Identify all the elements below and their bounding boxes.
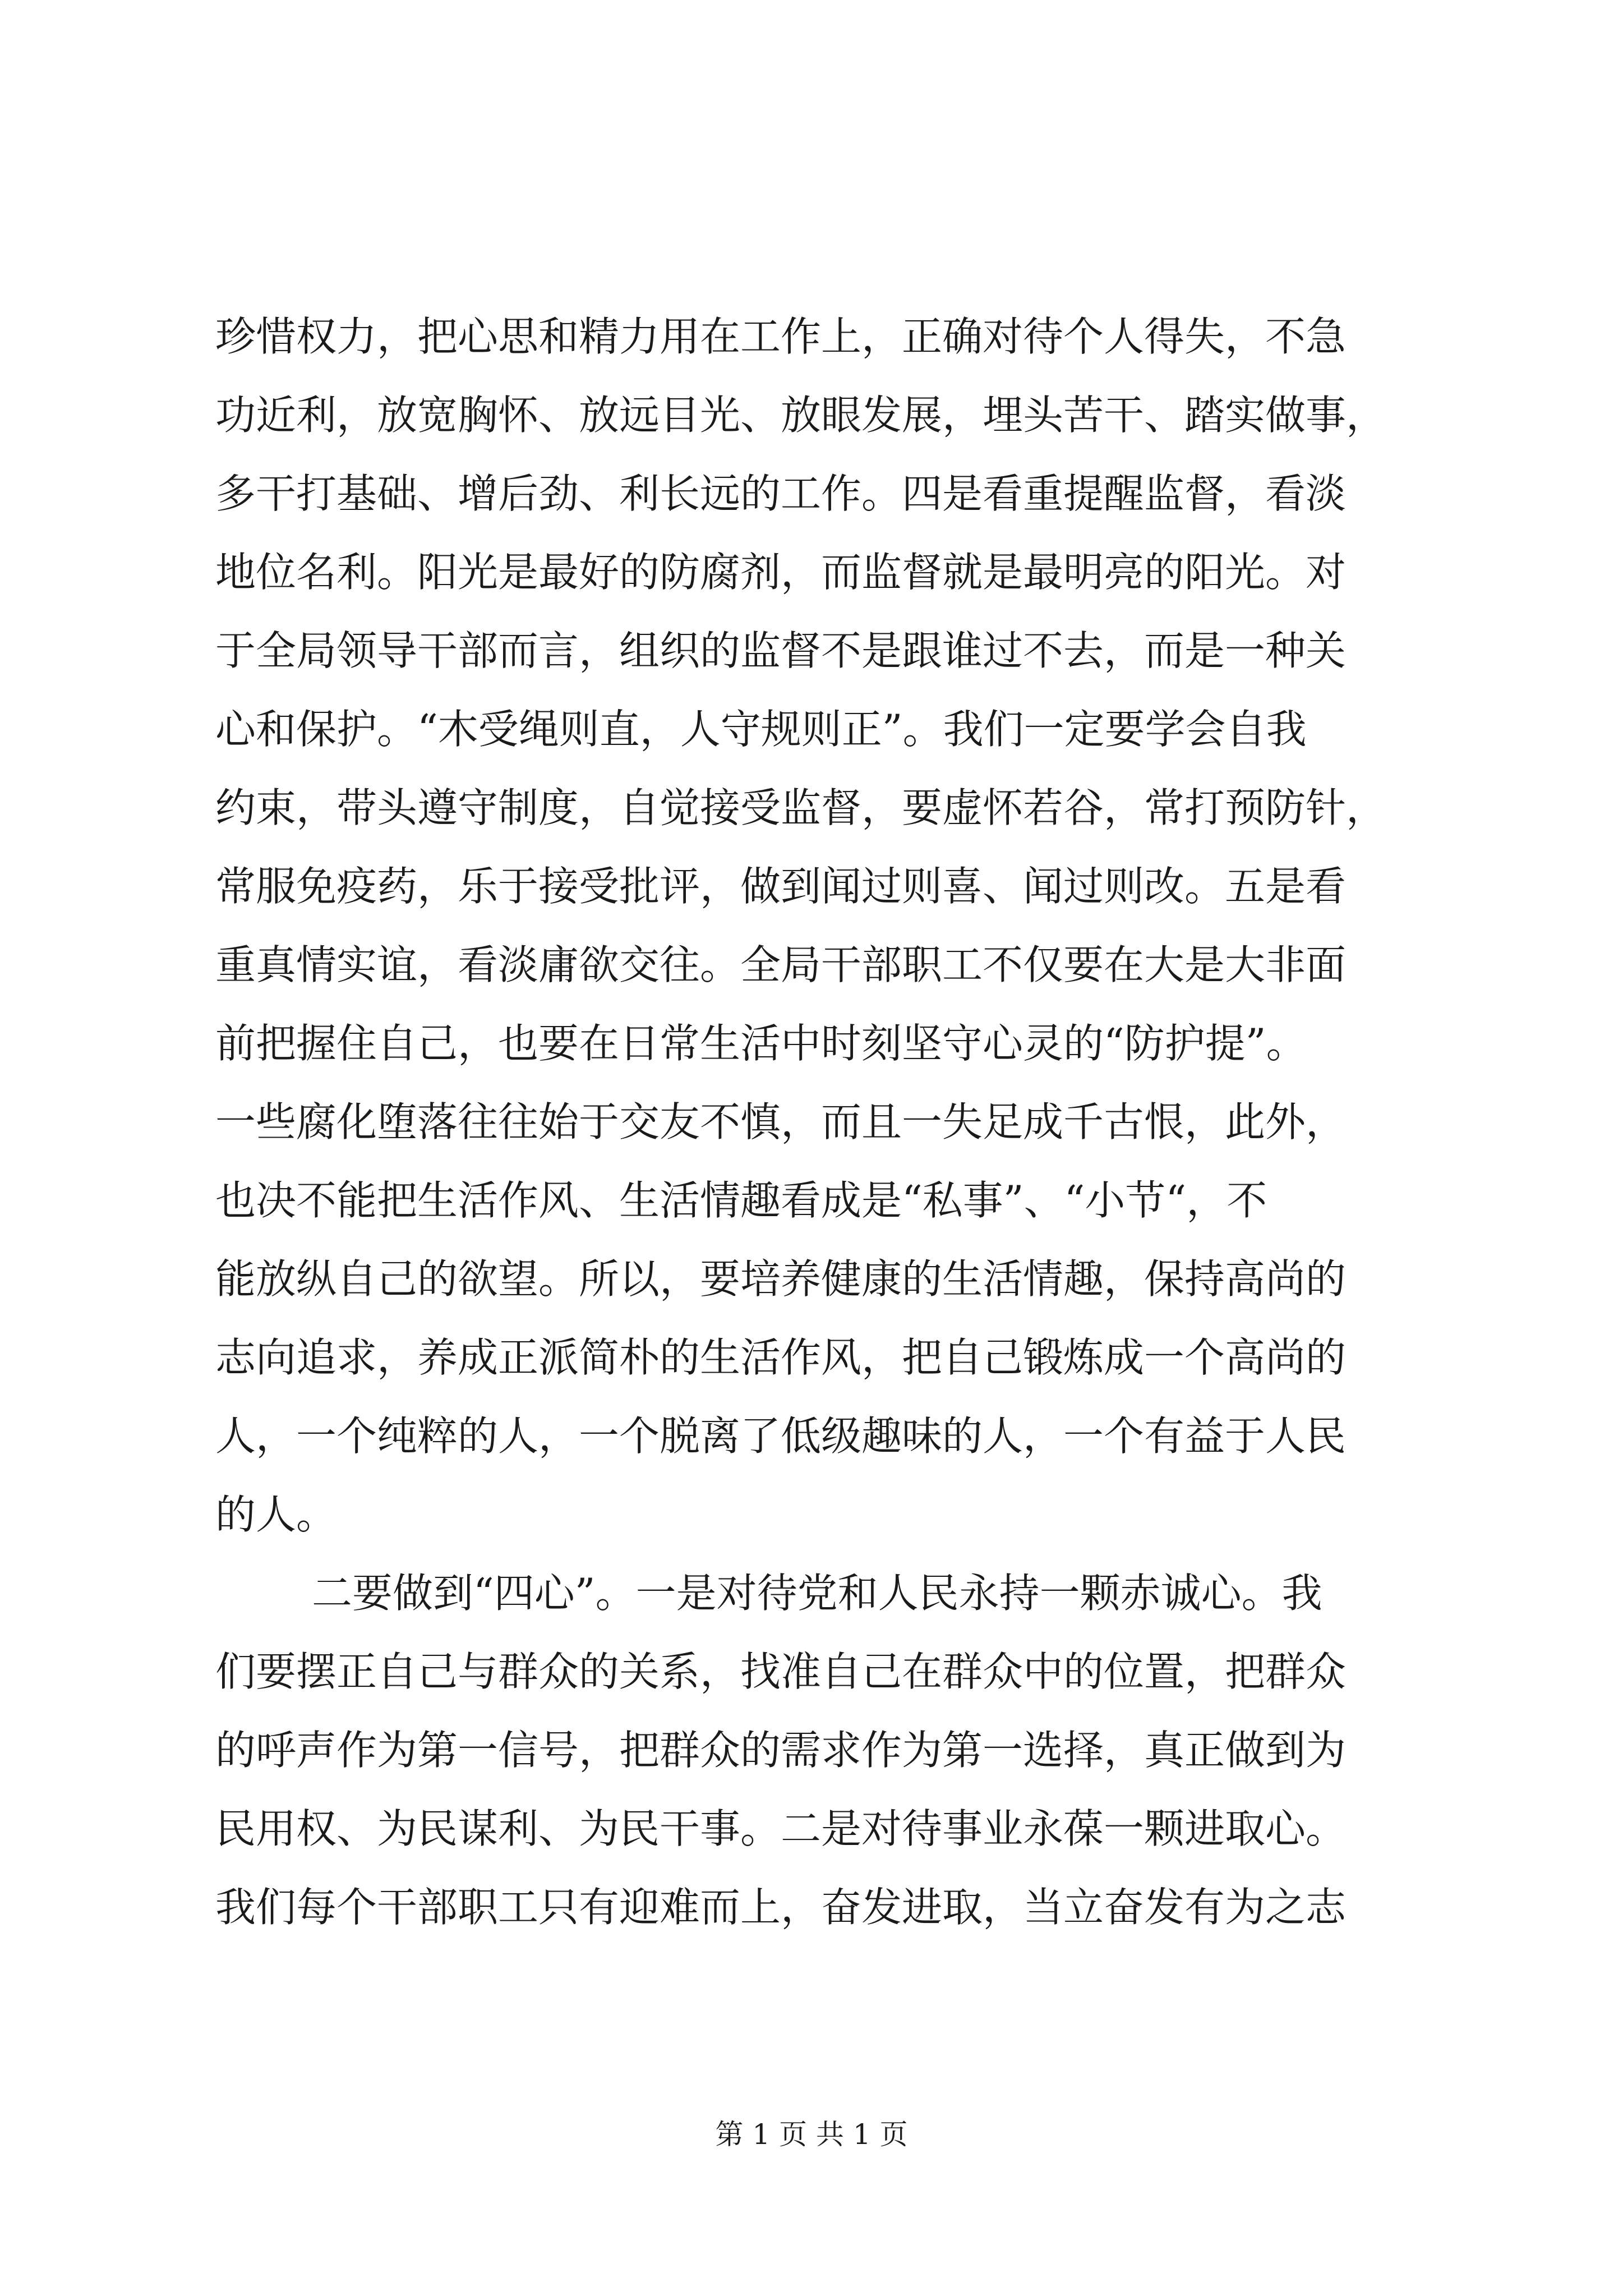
text-line: 人，一个纯粹的人，一个脱离了低级趣味的人，一个有益于人民 — [215, 1412, 1347, 1460]
page-footer: 第 1 页 共 1 页 — [715, 2118, 908, 2151]
text-line: 多干打基础、增后劲、利长远的工作。四是看重提醒监督，看淡 — [215, 470, 1347, 517]
text-line: 地位名利。阳光是最好的防腐剂，而监督就是最明亮的阳光。对 — [215, 549, 1347, 596]
text-line: 重真情实谊，看淡庸欲交往。全局干部职工不仅要在大是大非面 — [215, 941, 1347, 988]
text-line: 我们每个干部职工只有迎难而上，奋发进取，当立奋发有为之志 — [215, 1884, 1347, 1931]
text-line: 心和保护。“木受绳则直，人守规则正”。我们一定要学会自我 — [215, 706, 1307, 753]
text-line: 的呼声作为第一信号，把群众的需求作为第一选择，真正做到为 — [215, 1727, 1347, 1774]
text-line: 功近利，放宽胸怀、放远目光、放眼发展，埋头苦干、踏实做事， — [215, 392, 1387, 439]
text-line: 的人。 — [215, 1491, 337, 1538]
text-line: 常服免疫药，乐于接受批评，做到闻过则喜、闻过则改。五是看 — [215, 863, 1347, 910]
body-text — [215, 297, 1421, 1947]
text-line: 也决不能把生活作风、生活情趣看成是“私事”、“小节“，不 — [215, 1177, 1267, 1224]
text-line: 一些腐化堕落往往始于交友不慎，而且一失足成千古恨，此外， — [215, 1098, 1347, 1145]
text-line: 珍惜权力，把心思和精力用在工作上，正确对待个人得失，不急 — [215, 313, 1347, 360]
text-line: 们要摆正自己与群众的关系，找准自己在群众中的位置，把群众 — [215, 1648, 1347, 1695]
text-line: 约束，带头遵守制度，自觉接受监督，要虚怀若谷，常打预防针， — [215, 784, 1387, 831]
text-line: 于全局领导干部而言，组织的监督不是跟谁过不去，而是一种关 — [215, 627, 1347, 674]
text-line: 民用权、为民谋利、为民干事。二是对待事业永葆一颗进取心。 — [215, 1805, 1347, 1852]
paragraph-start-line: 二要做到“四心”。一是对待党和人民永持一颗赤诚心。我 — [312, 1570, 1322, 1617]
text-line: 志向追求，养成正派简朴的生活作风，把自己锻炼成一个高尚的 — [215, 1334, 1347, 1381]
text-line: 能放纵自己的欲望。所以，要培养健康的生活情趣，保持高尚的 — [215, 1255, 1347, 1303]
text-line: 前把握住自己，也要在日常生活中时刻坚守心灵的“防护提”。 — [215, 1020, 1307, 1067]
